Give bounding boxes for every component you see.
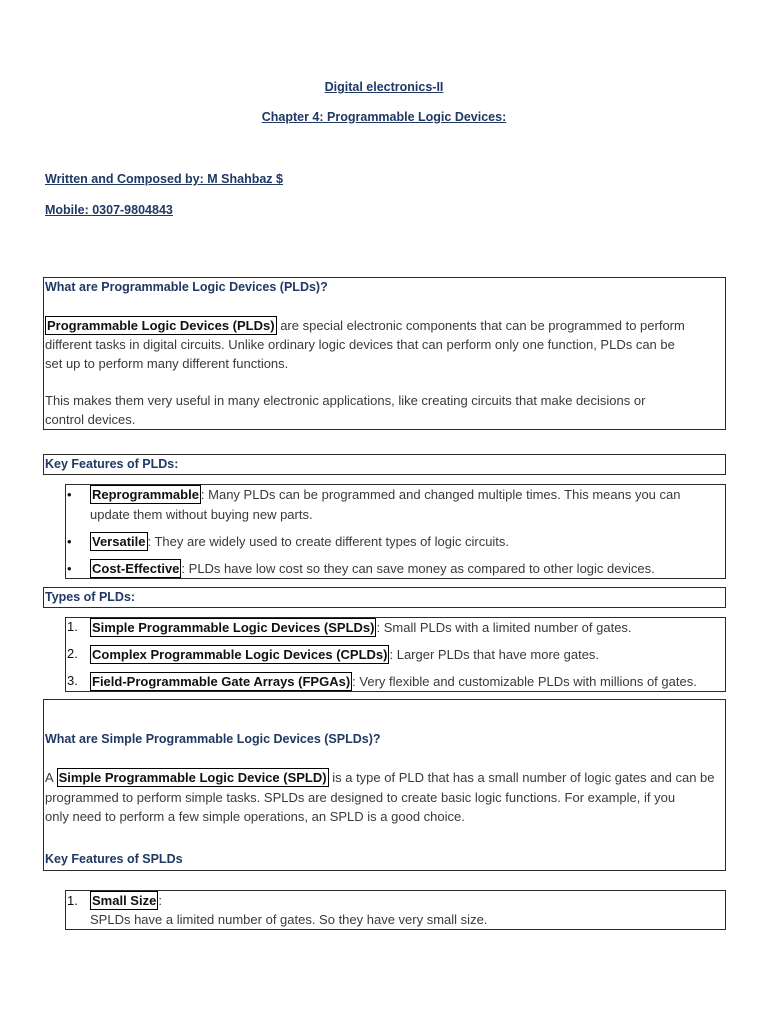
spld-paragraph-line2: programmed to perform simple tasks. SPLDs are designed to create basic logic functions. For example, if you (45, 790, 676, 805)
type-term: Simple Programmable Logic Devices (SPLDs) (92, 620, 375, 635)
list-number: 1. (67, 893, 78, 908)
pld-paragraph-line5: control devices. (45, 412, 136, 427)
list-item (90, 485, 680, 505)
spld-heading: What are Simple Programmable Logic Devices (SPLDs)? (45, 732, 381, 746)
spld-feature-text-cont: SPLDs have a limited number of gates. So they have very small size. (90, 912, 488, 927)
feature-term: Versatile (92, 534, 146, 549)
feature-term: Cost-Effective (92, 561, 180, 576)
feature-text: : Many PLDs can be programmed and changed multiple times. This means you can (200, 487, 681, 502)
author-line: Written and Composed by: M Shahbaz $ (45, 172, 283, 186)
pld-paragraph-line2: different tasks in digital circuits. Unlike ordinary logic devices that can perform only one function, PLDs can be (45, 337, 675, 352)
spld-feature-term: Small Size (92, 893, 157, 908)
type-text: : Small PLDs with a limited number of gates. (376, 620, 632, 635)
spld-paragraph-line3: only need to perform a few simple operations, an SPLD is a good choice. (45, 809, 465, 824)
pld-paragraph-line1 (45, 316, 685, 336)
spld-prefix: A (45, 770, 57, 785)
spld-paragraph-line1 (45, 768, 715, 788)
key-features-heading: Key Features of PLDs: (45, 457, 179, 471)
pld-paragraph-line4: This makes them very useful in many electronic applications, like creating circuits that make decisions or (45, 393, 646, 408)
list-bullet: • (67, 534, 72, 549)
chapter-title: Chapter 4: Programmable Logic Devices: (261, 110, 507, 124)
feature-text: : PLDs have low cost so they can save money as compared to other logic devices. (181, 561, 655, 576)
pld-line1-rest: are special electronic components that can be programmed to perform (276, 318, 685, 333)
list-number: 2. (67, 646, 78, 661)
types-heading-box (43, 587, 726, 608)
type-term: Field-Programmable Gate Arrays (FPGAs) (92, 674, 351, 689)
spld-features-subheading: Key Features of SPLDs (45, 852, 183, 866)
mobile-line: Mobile: 0307-9804843 (45, 203, 173, 217)
spld-line1-rest: is a type of PLD that has a small number of logic gates and can be (328, 770, 715, 785)
document-title: Digital electronics-II (324, 80, 444, 94)
feature-text-cont: update them without buying new parts. (90, 507, 313, 522)
feature-term: Reprogrammable (92, 487, 199, 502)
type-term: Complex Programmable Logic Devices (CPLDs) (92, 647, 388, 662)
list-item (90, 891, 162, 911)
pld-paragraph-line3: set up to perform many different functions. (45, 356, 289, 371)
pld-heading: What are Programmable Logic Devices (PLDs)? (45, 280, 328, 294)
list-number: 3. (67, 673, 78, 688)
list-item (90, 618, 632, 638)
pld-term: Programmable Logic Devices (PLDs) (47, 318, 275, 333)
spld-feature-text: : (158, 893, 162, 908)
type-text: : Very flexible and customizable PLDs with millions of gates. (352, 674, 697, 689)
list-item (90, 645, 599, 665)
list-item (90, 672, 697, 692)
spld-term: Simple Programmable Logic Device (SPLD) (58, 770, 327, 785)
list-number: 1. (67, 619, 78, 634)
list-item (90, 559, 655, 579)
list-bullet: • (67, 487, 72, 502)
feature-text: : They are widely used to create different types of logic circuits. (147, 534, 510, 549)
type-text: : Larger PLDs that have more gates. (389, 647, 600, 662)
list-item (90, 532, 509, 552)
types-heading: Types of PLDs: (45, 590, 136, 604)
list-bullet: • (67, 561, 72, 576)
